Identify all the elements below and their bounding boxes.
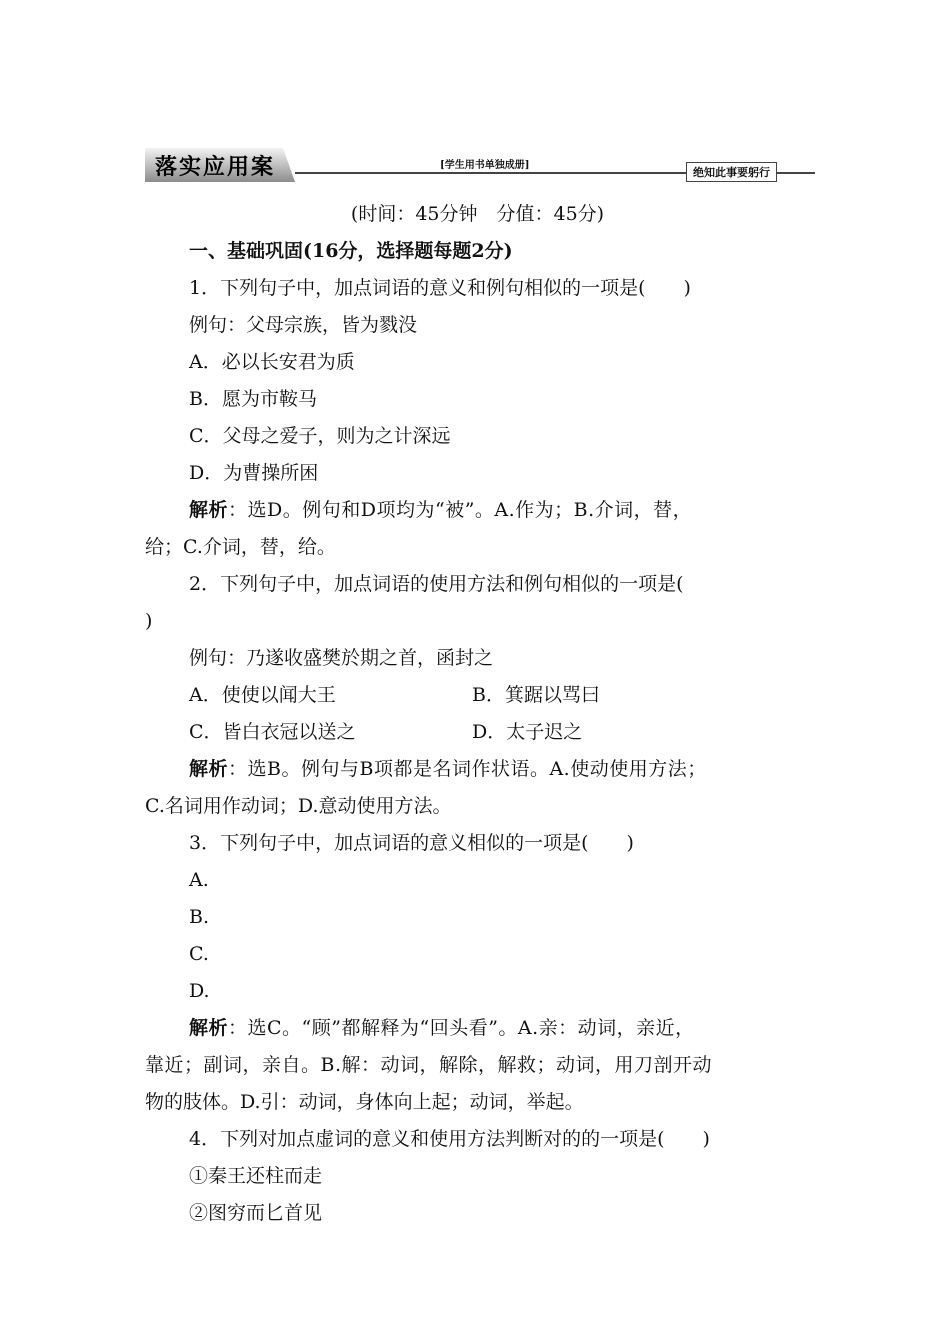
analysis-label: 解析 bbox=[189, 1017, 229, 1039]
question-1-stem: 1．下列句子中，加点词语的意义和例句相似的一项是( ) bbox=[189, 277, 691, 299]
question-2-stem-cont: ) bbox=[145, 610, 153, 632]
question-1-example: 例句：父母宗族，皆为戮没 bbox=[189, 314, 418, 336]
analysis-text: ：选B。例句与B项都是名词作状语。A.使动使用方法； bbox=[228, 758, 707, 780]
question-3-option-b: B. bbox=[189, 906, 210, 928]
analysis-label: 解析 bbox=[189, 758, 229, 780]
question-1-option-a: A．必以长安君为质 bbox=[189, 351, 355, 373]
exercise-content bbox=[145, 196, 810, 1232]
question-2-option-c: C．皆白衣冠以送之 bbox=[189, 721, 356, 743]
banner-title: 落实应用案 bbox=[155, 154, 276, 180]
question-4-item-1: ①秦王还柱而走 bbox=[189, 1165, 323, 1187]
header-sub-note: [学生用书单独成册] bbox=[440, 160, 530, 171]
question-2-option-d: D．太子迟之 bbox=[472, 721, 583, 743]
question-2-analysis-cont: C.名词用作动词；D.意动使用方法。 bbox=[145, 795, 452, 817]
question-2-stem: 2．下列句子中，加点词语的使用方法和例句相似的一项是( bbox=[189, 573, 684, 595]
question-1-analysis-cont: 给；C.介词，替，给。 bbox=[145, 536, 336, 558]
section-heading: 一、基础巩固(16分，选择题每题2分) bbox=[189, 240, 513, 262]
question-1-option-b: B．愿为市鞍马 bbox=[189, 388, 317, 410]
analysis-label: 解析 bbox=[189, 499, 229, 521]
question-2-example: 例句：乃遂收盛樊於期之首，函封之 bbox=[189, 647, 494, 669]
question-3-analysis-cont: 靠近；副词，亲自。B.解：动词，解除，解救；动词，用刀剖开动 bbox=[145, 1054, 713, 1076]
question-4-stem: 4．下列对加点虚词的意义和使用方法判断对的的一项是( ) bbox=[189, 1128, 710, 1150]
question-2-option-a: A．使使以闻大王 bbox=[189, 684, 336, 706]
question-1-option-c: C．父母之爱子，则为之计深远 bbox=[189, 425, 451, 447]
question-3-option-d: D. bbox=[189, 980, 210, 1002]
time-score-info: (时间：45分钟 分值：45分) bbox=[350, 203, 605, 225]
header-tag: 绝知此事要躬行 bbox=[686, 162, 777, 182]
question-4-item-2: ②图穷而匕首见 bbox=[189, 1202, 323, 1224]
question-3-analysis-cont: 物的肢体。D.引：动词，身体向上起；动词，举起。 bbox=[145, 1091, 584, 1113]
question-2-option-b: B．箕踞以骂曰 bbox=[472, 684, 600, 706]
question-3-analysis bbox=[145, 1010, 810, 1047]
question-1-analysis bbox=[145, 492, 810, 529]
analysis-text: ：选C。“顾”都解释为“回头看”。A.亲：动词，亲近， bbox=[228, 1017, 695, 1039]
question-3-option-c: C. bbox=[189, 943, 209, 965]
question-3-stem: 3．下列句子中，加点词语的意义相似的一项是( ) bbox=[189, 832, 634, 854]
question-2-analysis bbox=[145, 751, 810, 788]
question-3-option-a: A. bbox=[189, 869, 209, 891]
question-1-option-d: D．为曹操所困 bbox=[189, 462, 319, 484]
question-2-options-ab bbox=[145, 677, 810, 714]
page-header bbox=[145, 148, 815, 184]
question-2-options-cd bbox=[145, 714, 810, 751]
analysis-text: ：选D。例句和D项均为“被”。A.作为；B.介词，替， bbox=[228, 499, 693, 521]
